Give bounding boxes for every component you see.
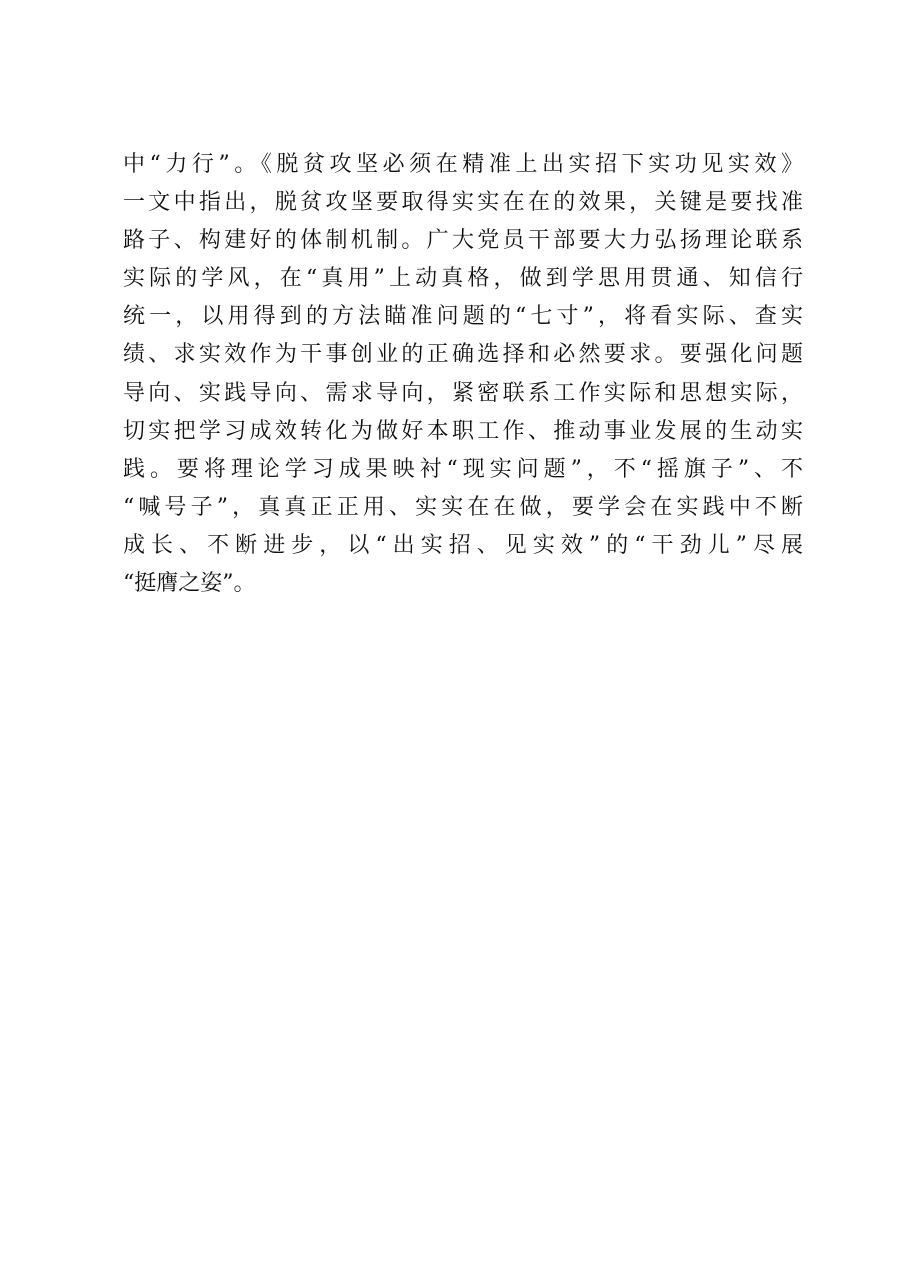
paragraph-line: 践。要将理论学习成果映衬“现实问题”，不“摇旗子”、不	[123, 456, 803, 482]
paragraph-line: 切实把学习成效转化为做好本职工作、推动事业发展的生动实	[123, 418, 803, 444]
paragraph-line: 统一，以用得到的方法瞄准问题的“七寸”，将看实际、查实	[123, 304, 803, 330]
paragraph-line: 实际的学风，在“真用”上动真格，做到学思用贯通、知信行	[123, 266, 803, 292]
paragraph-line-last: “挺膺之姿”。	[123, 571, 256, 597]
paragraph-line: 中“力行”。《脱贫攻坚必须在精准上出实招下实功见实效》	[123, 152, 803, 177]
body-paragraph	[123, 146, 803, 603]
paragraph-line: “喊号子”，真真正正用、实实在在做，要学会在实践中不断	[123, 494, 803, 520]
paragraph-line: 导向、实践导向、需求导向，紧密联系工作实际和思想实际，	[123, 380, 803, 406]
paragraph-line: 成长、不断进步，以“出实招、见实效”的“干劲儿”尽展	[123, 532, 803, 558]
paragraph-line: 绩、求实效作为干事创业的正确选择和必然要求。要强化问题	[123, 342, 803, 368]
paragraph-line: 路子、构建好的体制机制。广大党员干部要大力弘扬理论联系	[123, 228, 803, 254]
paragraph-line: 一文中指出，脱贫攻坚要取得实实在在的效果，关键是要找准	[123, 190, 803, 216]
